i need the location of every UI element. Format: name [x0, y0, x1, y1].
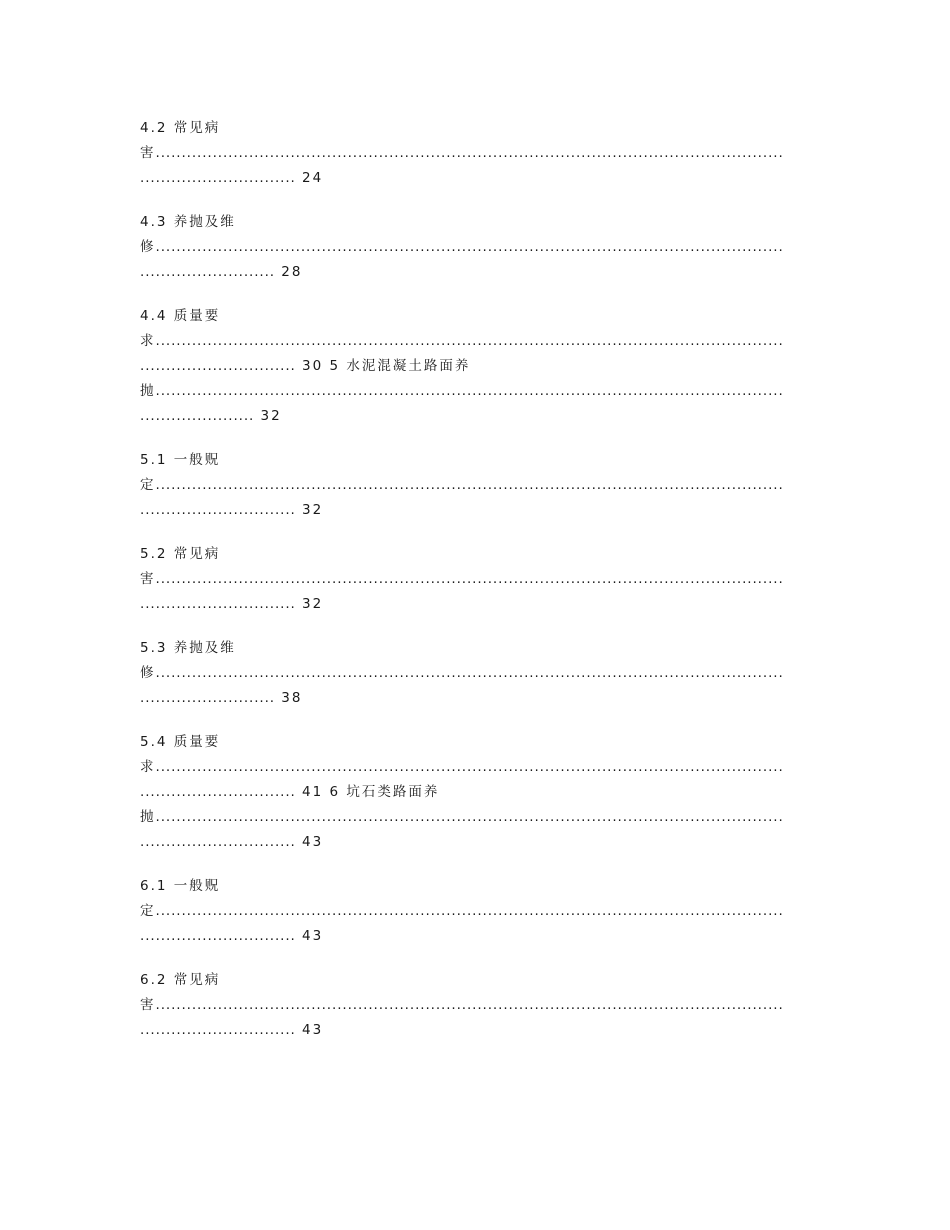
- dot-leader: .........................................................................................................................: [155, 145, 784, 161]
- toc-line: [140, 1018, 810, 1043]
- toc-line-text: 32: [295, 596, 324, 612]
- dot-leader: .........................................................................................................................: [155, 665, 784, 681]
- toc-line-text: 43: [295, 834, 324, 850]
- toc-line: [140, 830, 810, 855]
- toc-line: [140, 473, 810, 498]
- toc-entry: [140, 636, 810, 711]
- toc-entry: [140, 874, 810, 949]
- toc-line: [140, 993, 810, 1018]
- toc-line: [140, 755, 810, 780]
- toc-line-text: 抛: [140, 809, 156, 825]
- toc-line: [140, 661, 810, 686]
- dot-leader: .........................................................................................................................: [155, 759, 784, 775]
- toc-line: [140, 636, 810, 661]
- dot-leader: .........................................................................................................................: [155, 383, 784, 399]
- toc-line: [140, 899, 810, 924]
- dot-leader: ..............................: [140, 170, 296, 186]
- dot-leader: ..........................: [140, 264, 275, 280]
- dot-leader: ..............................: [140, 1022, 296, 1038]
- toc-line: [140, 379, 810, 404]
- toc-line: [140, 329, 810, 354]
- toc-line-text: 害: [140, 571, 156, 587]
- toc-line: [140, 304, 810, 329]
- dot-leader: ..............................: [140, 928, 296, 944]
- toc-line-text: 5.3 养抛及维: [140, 640, 236, 656]
- toc-line-text: 5.4 质量要: [140, 734, 221, 750]
- toc-entry: [140, 730, 810, 855]
- dot-leader: ..............................: [140, 834, 296, 850]
- toc-line-text: 修: [140, 665, 156, 681]
- toc-line-text: 定: [140, 903, 156, 919]
- toc-line-text: 32: [295, 502, 324, 518]
- toc-line: [140, 354, 810, 379]
- toc-line: [140, 498, 810, 523]
- toc-line-text: 4.2 常见病: [140, 120, 221, 136]
- toc-line-text: 41 6 坑石类路面养: [295, 784, 440, 800]
- dot-leader: .........................................................................................................................: [155, 239, 784, 255]
- toc-line: [140, 924, 810, 949]
- toc-line: [140, 874, 810, 899]
- toc-line: [140, 210, 810, 235]
- toc-line-text: 32: [254, 408, 282, 424]
- toc-line: [140, 404, 810, 429]
- toc-line: [140, 448, 810, 473]
- dot-leader: ..............................: [140, 358, 296, 374]
- toc-line: [140, 567, 810, 592]
- toc-line: [140, 592, 810, 617]
- toc-line: [140, 805, 810, 830]
- toc-entry: [140, 968, 810, 1043]
- toc-line: [140, 542, 810, 567]
- toc-entry: [140, 542, 810, 617]
- toc-line-text: 害: [140, 145, 156, 161]
- toc-line-text: 38: [274, 690, 303, 706]
- dot-leader: .........................................................................................................................: [155, 571, 784, 587]
- toc-line: [140, 141, 810, 166]
- toc-line-text: 修: [140, 239, 156, 255]
- toc-line: [140, 260, 810, 285]
- toc-entry: [140, 210, 810, 285]
- toc-line-text: 抛: [140, 383, 156, 399]
- dot-leader: ......................: [140, 408, 255, 424]
- toc-entry: [140, 304, 810, 429]
- toc-line-text: 43: [295, 1022, 324, 1038]
- toc-line: [140, 166, 810, 191]
- toc-line-text: 求: [140, 759, 156, 775]
- toc-line: [140, 968, 810, 993]
- toc-line-text: 害: [140, 997, 156, 1013]
- dot-leader: .........................................................................................................................: [155, 809, 784, 825]
- toc-line: [140, 730, 810, 755]
- table-of-contents: [140, 116, 810, 1062]
- toc-line-text: 定: [140, 477, 156, 493]
- dot-leader: ..............................: [140, 596, 296, 612]
- dot-leader: .........................................................................................................................: [155, 903, 784, 919]
- toc-line-text: 5.1 一般贶: [140, 452, 221, 468]
- dot-leader: ..............................: [140, 784, 296, 800]
- dot-leader: .........................................................................................................................: [155, 997, 784, 1013]
- toc-line-text: 24: [295, 170, 324, 186]
- toc-line-text: 6.2 常见病: [140, 972, 221, 988]
- dot-leader: ..........................: [140, 690, 275, 706]
- dot-leader: .........................................................................................................................: [155, 333, 784, 349]
- toc-line-text: 43: [295, 928, 324, 944]
- toc-line: [140, 686, 810, 711]
- toc-line-text: 4.4 质量要: [140, 308, 221, 324]
- toc-entry: [140, 448, 810, 523]
- toc-line-text: 5.2 常见病: [140, 546, 221, 562]
- dot-leader: ..............................: [140, 502, 296, 518]
- dot-leader: .........................................................................................................................: [155, 477, 784, 493]
- toc-line-text: 6.1 一般贶: [140, 878, 221, 894]
- toc-line-text: 求: [140, 333, 156, 349]
- toc-line-text: 28: [274, 264, 303, 280]
- toc-line: [140, 116, 810, 141]
- toc-line-text: 30 5 水泥混凝土路面养: [295, 358, 471, 374]
- toc-entry: [140, 116, 810, 191]
- toc-line: [140, 235, 810, 260]
- toc-line-text: 4.3 养抛及维: [140, 214, 236, 230]
- toc-line: [140, 780, 810, 805]
